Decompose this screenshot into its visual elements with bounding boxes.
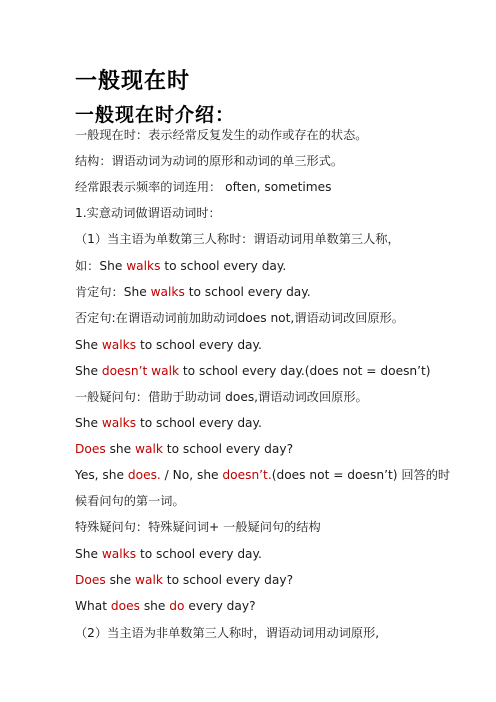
text-segment: （2）当主语为非单数第三人称时，谓语动词用动词原形, (75, 626, 380, 640)
text-segment: to school every day. (136, 416, 262, 430)
text-line (75, 415, 262, 431)
text-segment: She (75, 338, 102, 352)
text-segment: to school every day. (136, 547, 262, 561)
text-line (75, 310, 404, 326)
text-segment: to school every day. (184, 285, 311, 299)
highlighted-text: does. (127, 468, 161, 482)
text-line (75, 205, 221, 221)
text-segment: to school every day. (160, 259, 287, 273)
highlighted-text: walk (135, 573, 163, 587)
text-line (75, 625, 379, 641)
text-segment: She (75, 364, 102, 378)
text-segment: 如：She (75, 259, 127, 273)
highlighted-text: doesn’t. (222, 468, 272, 482)
text-segment: / No, she (160, 468, 223, 482)
highlighted-text: Does (75, 442, 106, 456)
text-segment: (does not = doesn’t) 回答的时 (271, 468, 451, 482)
text-line (75, 258, 286, 274)
text-segment: （1）当主语为单数第三人称时：谓语动词用单数第三人称， (75, 232, 400, 246)
text-segment: Yes, she (75, 468, 128, 482)
text-segment: 经常跟表示频率的词连用： often, sometimes (75, 180, 332, 194)
text-segment: 否定句:在谓语动词前加助动词does not,谓语动词改回原形。 (75, 311, 404, 325)
highlighted-text: does (110, 599, 140, 613)
text-line (75, 127, 368, 143)
highlighted-text: walks (101, 547, 137, 561)
text-segment: 肯定句：She (75, 285, 151, 299)
text-line (75, 153, 343, 169)
text-segment: to school every day? (162, 573, 294, 587)
highlighted-text: Does (75, 573, 106, 587)
highlighted-text: walks (150, 285, 185, 299)
section-heading: 一般现在时介绍： (75, 104, 236, 126)
text-line (75, 519, 321, 535)
text-segment: 特殊疑问句：特殊疑问词+ 一般疑问句的结构 (75, 520, 321, 534)
text-segment: 一般疑问句：借助于助动词 does,谓语动词改回原形。 (75, 390, 368, 404)
text-segment: She (75, 547, 102, 561)
text-line (75, 441, 293, 457)
highlighted-text: walks (126, 259, 161, 273)
page-title: 一般现在时 (75, 69, 191, 94)
text-line (75, 546, 262, 562)
text-segment: 结构：谓语动词为动词的原形和动词的单三形式。 (75, 154, 344, 168)
text-line (75, 284, 311, 300)
text-segment: What (75, 599, 111, 613)
text-segment: to school every day? (162, 442, 294, 456)
text-line (75, 179, 331, 195)
text-segment: she (139, 599, 170, 613)
text-segment: 候看问句的第一词。 (75, 494, 185, 508)
text-line (75, 389, 368, 405)
text-segment: 一般现在时：表示经常反复发生的动作或存在的状态。 (75, 128, 368, 142)
highlighted-text: walks (101, 416, 137, 430)
highlighted-text: doesn’t walk (101, 364, 180, 378)
text-line (75, 231, 400, 247)
text-line (75, 572, 293, 588)
text-line (75, 363, 431, 379)
text-segment: every day? (184, 599, 256, 613)
text-segment: 1.实意动词做谓语动词时： (75, 206, 221, 220)
text-segment: she (105, 573, 136, 587)
text-segment: she (105, 442, 136, 456)
text-line (75, 337, 262, 353)
text-line (75, 598, 256, 614)
highlighted-text: walk (135, 442, 163, 456)
text-segment: to school every day.(does not = doesn’t) (179, 364, 431, 378)
highlighted-text: walks (101, 338, 137, 352)
text-line (75, 493, 185, 509)
text-segment: to school every day. (136, 338, 262, 352)
text-line (75, 467, 450, 483)
highlighted-text: do (169, 599, 185, 613)
text-segment: She (75, 416, 102, 430)
